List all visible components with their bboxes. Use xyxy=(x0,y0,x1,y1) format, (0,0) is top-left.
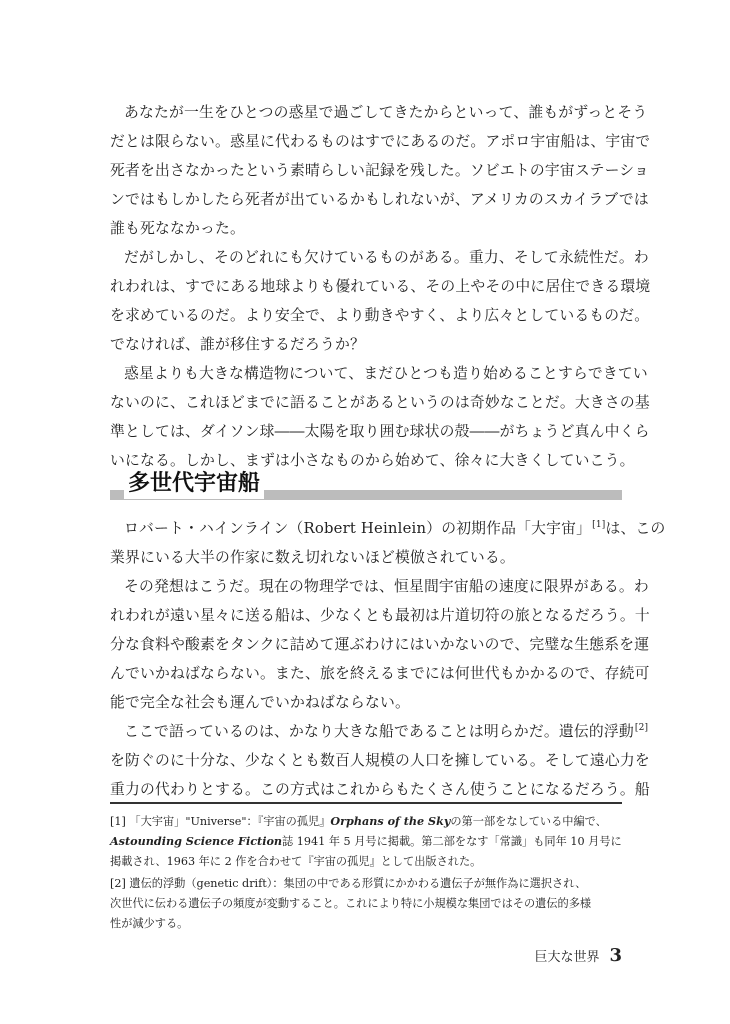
body-line: を求めているのだ。より安全で、より動きやすく、より広々としているものだ。 xyxy=(110,307,650,324)
body-line: れわれは、すでにある地球よりも優れている、その上やその中に居住できる環境 xyxy=(110,278,651,295)
section-heading xyxy=(110,466,622,506)
body-line: だとは限らない。惑星に代わるものはすでにあるのだ。アポロ宇宙船は、宇宙で xyxy=(110,133,651,150)
body-line xyxy=(124,519,666,541)
footnote-divider xyxy=(110,802,622,804)
footnote-1-line: 掲載され、1963 年に 2 作を合わせて『宇宙の孤児』として出版された。 xyxy=(110,855,482,868)
footnote-ref-1: [1] xyxy=(592,520,606,530)
body-text: ここで語っているのは、かなり大きな船であることは明らかだ。遺伝的浮動 xyxy=(124,723,634,740)
body-text: ロバート・ハインライン（Robert Heinlein）の初期作品「大宇宙」 xyxy=(124,520,592,537)
footnote-text: 誌 1941 年 5 月号に掲載。第二部をなす「常識」も同年 10 月号に xyxy=(282,835,622,848)
footnote-italic-title: Orphans of the Sky xyxy=(330,814,451,828)
section-title: 多世代宇宙船 xyxy=(124,469,264,499)
body-line: ンではもしかしたら死者が出ているかもしれないが、アメリカのスカイラブでは xyxy=(110,191,649,208)
footnote-italic-title: Astounding Science Fiction xyxy=(110,834,283,848)
body-line: 誰も死ななかった。 xyxy=(110,220,245,237)
body-line: れわれが遠い星々に送る船は、少なくとも最初は片道切符の旅となるだろう。十 xyxy=(110,607,650,624)
body-line: だがしかし、そのどれにも欠けているものがある。重力、そして永続性だ。わ xyxy=(124,249,649,266)
body-line: あなたが一生をひとつの惑星で過ごしてきたからといって、誰もがずっとそう xyxy=(124,104,648,121)
footnote-1-line xyxy=(110,812,622,831)
body-line: でなければ、誰が移住するだろうか？ xyxy=(110,336,365,353)
body-line: 準としては、ダイソン球――太陽を取り囲む球状の殻――がちょうど真ん中くら xyxy=(110,423,650,440)
body-line: ないのに、これほどまでに語ることがあるというのは奇妙なことだ。大きさの基 xyxy=(110,394,650,411)
footnote-2-line: 性が減少する。 xyxy=(110,917,189,930)
footnote-ref-2: [2] xyxy=(634,723,649,733)
body-line: その発想はこうだ。現在の物理学では、恒星間宇宙船の速度に限界がある。わ xyxy=(124,578,649,595)
body-line xyxy=(124,722,649,744)
body-line: んでいかねばならない。また、旅を終えるまでには何世代もかかるので、存続可 xyxy=(110,665,650,682)
body-text: は、この xyxy=(605,520,666,537)
footnote-2-line: [2] 遺伝的浮動（genetic drift）：集団の中である形質にかかわる遺伝子が無作為に選択され、 xyxy=(110,877,587,890)
body-line: 重力の代わりとする。この方式はこれからもたくさん使うことになるだろう。船 xyxy=(110,781,650,798)
body-line: 死者を出さなかったという素晴らしい記録を残した。ソビエトの宇宙ステーショ xyxy=(110,162,650,179)
body-line: 分な食料や酸素をタンクに詰めて運ぶわけにはいかないので、完璧な生態系を運 xyxy=(110,636,650,653)
body-line: 能で完全な社会も運んでいかねばならない。 xyxy=(110,694,410,711)
body-line: 惑星よりも大きな構造物について、まだひとつも造り始めることすらできてい xyxy=(124,365,648,382)
chapter-title: 巨大な世界 xyxy=(534,950,600,965)
footnote-text: の第一部をなしている中編で、 xyxy=(450,815,607,828)
body-line: を防ぐのに十分な、少なくとも数百人規模の人口を擁している。そして遠心力を xyxy=(110,752,650,769)
page-number: 3 xyxy=(609,945,622,966)
page-footer xyxy=(534,944,622,970)
body-line: いになる。しかし、まずは小さなものから始めて、徐々に大きくしていこう。 xyxy=(110,452,635,469)
footnote-1-line xyxy=(110,832,622,851)
footnote-2-line: 次世代に伝わる遺伝子の頻度が変動すること。これにより特に小規模な集団ではその遺伝的多様 xyxy=(110,897,592,910)
footnote-text: [1] 「大宇宙」"Universe"：『宇宙の孤児』 xyxy=(110,815,331,828)
body-line: 業界にいる大半の作家に数え切れないほど模倣されている。 xyxy=(110,549,515,566)
